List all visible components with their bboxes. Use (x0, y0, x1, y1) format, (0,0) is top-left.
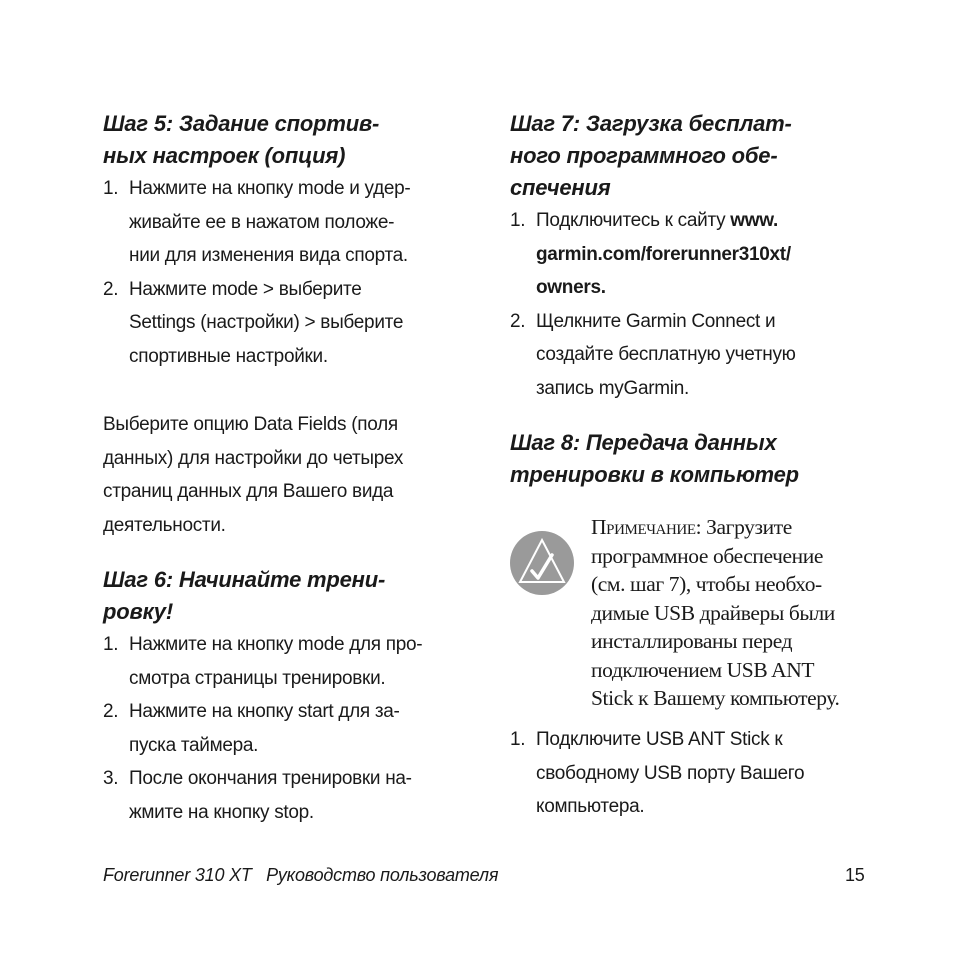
step5-heading-line1: Шаг 5: Задание спортив- (103, 111, 380, 136)
right-column (510, 108, 880, 824)
list-item-text: Щелкните Garmin Connect и (536, 310, 776, 332)
list-item-text: компьютера. (536, 796, 645, 817)
step7-list (510, 204, 880, 405)
garmin-url-part2[interactable]: garmin.com/forerunner310xt/ (536, 243, 791, 265)
note-text (591, 513, 883, 713)
list-item-text: Нажмите на кнопку mode и удер- (129, 178, 411, 199)
list-item-text: нии для изменения вида спорта. (129, 245, 408, 266)
note-check-icon (510, 531, 574, 595)
paragraph-line: Выберите опцию Data Fields (поля (103, 414, 398, 435)
list-item-text: Нажмите на кнопку mode для про- (129, 634, 423, 655)
note-line: : Загрузите (695, 515, 792, 539)
step7-heading-line1: Шаг 7: Загрузка бесплат- (510, 111, 792, 136)
note-line: Stick к Вашему компьютеру. (591, 686, 840, 710)
step6-heading (103, 564, 475, 628)
list-item-number: 1. (510, 729, 526, 750)
list-item (510, 723, 880, 824)
list-item (510, 305, 880, 406)
note-line: димые USB драйверы были (591, 600, 835, 625)
note-label: Примечание (591, 515, 696, 539)
step8-heading (510, 427, 880, 491)
list-item-number: 2. (103, 701, 119, 722)
paragraph-line: данных) для настройки до четырех (103, 447, 404, 469)
list-item-number: 3. (103, 768, 119, 789)
step5-heading-line2: ных настроек (опция) (103, 143, 346, 168)
list-item (103, 273, 475, 374)
step7-heading-line2: ного программного обе- (510, 143, 778, 168)
list-item-number: 2. (103, 278, 119, 300)
list-item-text: смотра страницы тренировки. (129, 667, 386, 689)
left-column (103, 108, 475, 829)
list-item (103, 172, 475, 273)
list-item-number: 1. (510, 210, 526, 231)
list-item-text: свободному USB порту Вашего (536, 762, 805, 784)
list-item-text: Settings (настройки) > выберите (129, 312, 404, 333)
step8-list (510, 723, 880, 824)
paragraph-line: страниц данных для Вашего вида (103, 481, 394, 502)
list-item-text: создайте бесплатную учетную (536, 344, 796, 365)
list-item (103, 695, 475, 762)
list-item-text: пуска таймера. (129, 734, 259, 756)
step6-list (103, 628, 475, 829)
garmin-url-part1[interactable]: www. (730, 210, 778, 231)
step6-heading-line1: Шаг 6: Начинайте трени- (103, 567, 386, 592)
list-item (103, 628, 475, 695)
footer-title: Forerunner 310 XT Руководство пользователя (103, 865, 499, 885)
note-box (510, 513, 880, 723)
page-number: 15 (845, 865, 865, 885)
paragraph-line: деятельности. (103, 514, 226, 536)
data-fields-paragraph (103, 408, 475, 542)
note-line: (см. шаг 7), чтобы необхо- (591, 572, 822, 596)
note-line: подключением USB ANT (591, 657, 815, 682)
list-item-text: Нажмите mode > выберите (129, 278, 362, 300)
list-item (510, 204, 880, 305)
list-item-text: спортивные настройки. (129, 345, 328, 367)
list-item-text: запись myGarmin. (536, 377, 689, 399)
note-line: программное обеспечение (591, 543, 824, 568)
garmin-url-part3[interactable]: owners. (536, 277, 606, 298)
note-line: инсталлированы перед (591, 629, 793, 653)
list-item-text: Подключитесь к сайту (536, 210, 731, 231)
step5-heading (103, 108, 475, 172)
step8-heading-line2: тренировки в компьютер (510, 462, 799, 487)
step8-heading-line1: Шаг 8: Передача данных (510, 430, 777, 455)
step7-heading (510, 108, 880, 204)
list-item-text: живайте ее в нажатом положе- (129, 211, 395, 233)
list-item-number: 1. (103, 634, 119, 655)
list-item-text: Подключите USB ANT Stick к (536, 729, 783, 750)
list-item-text: жмите на кнопку stop. (129, 801, 314, 823)
step6-heading-line2: ровку! (103, 599, 173, 624)
step7-heading-line3: спечения (510, 175, 611, 200)
list-item-text: Нажмите на кнопку start для за- (129, 701, 400, 722)
list-item (103, 762, 475, 829)
step5-list (103, 172, 475, 373)
list-item-text: После окончания тренировки на- (129, 768, 412, 789)
list-item-number: 1. (103, 178, 119, 199)
list-item-number: 2. (510, 310, 526, 332)
